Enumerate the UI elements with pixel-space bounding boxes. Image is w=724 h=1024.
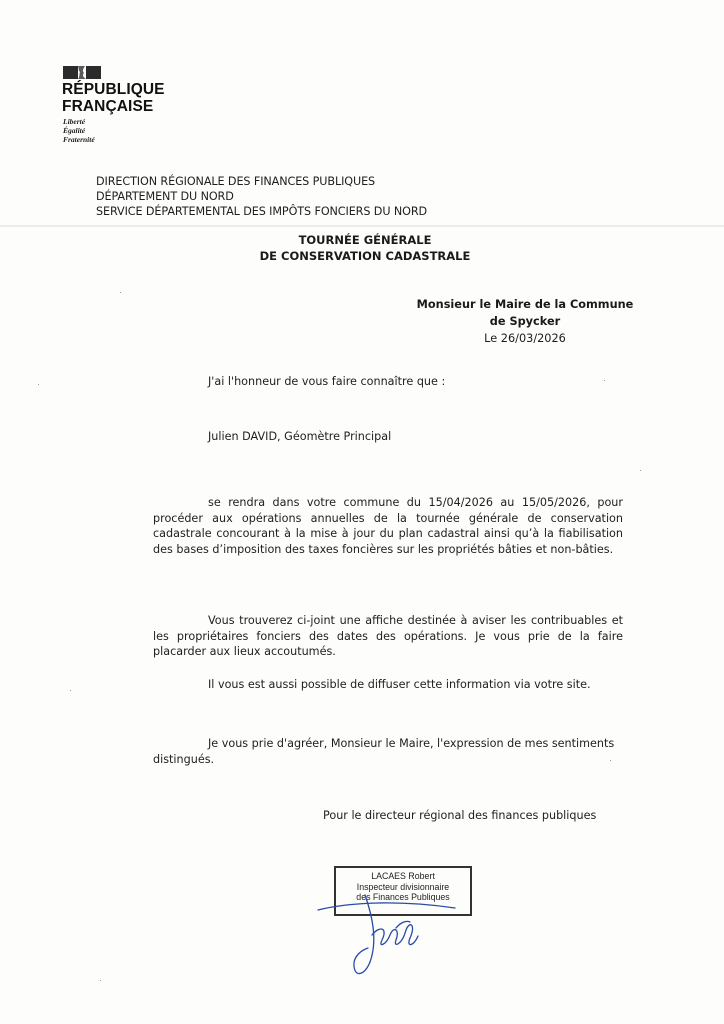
stamp-name: LACAES Robert xyxy=(371,871,435,881)
body-paragraph-poster: Vous trouverez ci-joint une affiche destinée à aviser les contribuables et les propriétaires fonciers des dates des opérations. Je vous prie de la faire placarder aux lieux accoutumés. xyxy=(153,614,623,658)
stamp-org: des Finances Publiques xyxy=(356,892,450,902)
signatory-on-behalf: Pour le directeur régional des finances publiques xyxy=(323,809,597,822)
surveyor-name: Julien DAVID, Géomètre Principal xyxy=(208,430,392,443)
scan-speck xyxy=(38,384,39,385)
scan-speck xyxy=(70,690,71,691)
header-separator xyxy=(0,225,724,227)
department-line: SERVICE DÉPARTEMENTAL DES IMPÔTS FONCIERS DU NORD xyxy=(96,205,428,218)
republique-francaise-title xyxy=(62,81,165,115)
scan-speck xyxy=(640,470,641,471)
closing-formula: Je vous prie d'agréer, Monsieur le Maire, l'expression de mes sentiments distingués. xyxy=(153,737,615,766)
motto-fraternite: Fraternité xyxy=(63,135,95,144)
stamp-title: Inspecteur divisionnaire xyxy=(356,881,450,892)
intro-text: J'ai l'honneur de vous faire connaître que : xyxy=(208,375,446,388)
body-paragraph-website: Il vous est aussi possible de diffuser cette information via votre site. xyxy=(208,678,591,691)
motto-egalite: Égalité xyxy=(63,126,86,135)
handwritten-signature-icon xyxy=(310,890,460,980)
department-line: DÉPARTEMENT DU NORD xyxy=(96,190,234,203)
scan-speck xyxy=(604,380,605,381)
subject-line-1: TOURNÉE GÉNÉRALE xyxy=(298,233,432,247)
subject-line-2: DE CONSERVATION CADASTRALE xyxy=(259,249,471,263)
republic-line-2: FRANÇAISE xyxy=(62,98,154,115)
recipient-line-1: Monsieur le Maire de la Commune xyxy=(416,298,634,311)
motto-liberte: Liberté xyxy=(63,117,86,126)
letter-subject xyxy=(200,232,530,264)
republic-line-1: RÉPUBLIQUE xyxy=(62,81,165,98)
scan-speck xyxy=(100,980,101,981)
recipient-line-2: de Spycker xyxy=(489,315,561,328)
scan-speck xyxy=(610,760,611,761)
issuing-department xyxy=(96,174,427,219)
motto xyxy=(63,117,95,144)
recipient xyxy=(390,296,660,330)
body-paragraph-visit: se rendra dans votre commune du 15/04/2026 au 15/05/2026, pour procéder aux opérations annuelles de la tournée générale de conservation cadastrale concourant à la mise à jour du plan cadastral ainsi qu’à la fiabilisation des bases d’imposition des taxes foncières sur les propriétés bâties et non-bâties. xyxy=(153,496,623,556)
department-line: DIRECTION RÉGIONALE DES FINANCES PUBLIQUES xyxy=(96,175,376,188)
marianne-logo-icon xyxy=(63,66,101,79)
scan-speck xyxy=(120,292,121,293)
letter-date: Le 26/03/2026 xyxy=(484,332,566,345)
